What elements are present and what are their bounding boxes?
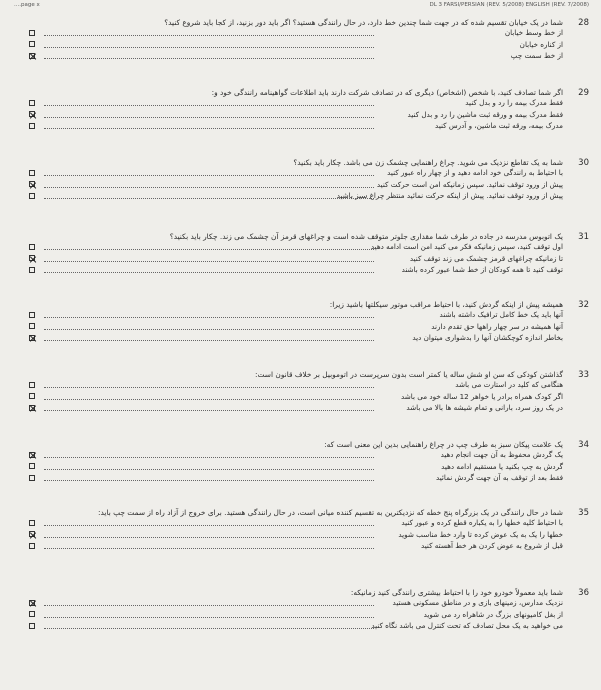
question-prompt: شما به یک تقاطع نزدیک می شوید. چراغ راهنمایی چشمک زن می باشد. چکار باید بکنید؟: [293, 158, 563, 167]
option-label: از کناره خیابان: [519, 39, 563, 49]
answer-option[interactable]: [14, 621, 589, 633]
dotted-leader-line: [44, 47, 374, 48]
question-text: [14, 300, 589, 310]
question-34: [14, 440, 589, 485]
dotted-leader-line: [44, 525, 374, 526]
answer-option[interactable]: [14, 180, 589, 192]
answer-option[interactable]: [14, 541, 589, 553]
checkbox[interactable]: [29, 30, 35, 36]
option-label: مدرک بیمه، ورقه ثبت ماشین، و آدرس کنید: [435, 121, 563, 131]
option-label: فقط بعد از توقف به آن جهت گردش نمائید: [435, 473, 563, 483]
option-label: با احتیاط کلیه خطها را به یکباره قطع کرده و عبور کنید: [401, 518, 563, 527]
option-label: قبل از شروع به عوض کردن هر خط آهسته کنید: [420, 541, 563, 551]
option-label: نزدیک مدارس، زمینهای بازی و در مناطق مسکونی هستید: [392, 598, 563, 607]
question-31: [14, 232, 589, 277]
dotted-leader-line: [44, 628, 374, 629]
question-text: [14, 440, 589, 450]
answer-option[interactable]: [14, 380, 589, 392]
option-label: آنها همیشه در سر چهار راهها حق تقدم دارند: [431, 321, 563, 331]
option-label: از بغل کامیونهای بزرگ در شاهراه رد می شوید: [423, 609, 563, 619]
option-label: فقط مدرک بیمه و ورقه ثبت ماشین را رد و بدل کنید: [407, 109, 563, 119]
answer-option[interactable]: [14, 98, 589, 110]
dotted-leader-line: [44, 272, 374, 273]
question-number: 29: [578, 88, 589, 98]
dotted-leader-line: [44, 261, 374, 262]
question-number: 36: [578, 588, 589, 598]
question-number: 28: [578, 18, 589, 28]
dotted-leader-line: [44, 198, 374, 199]
checked-checkbox[interactable]: [29, 255, 35, 261]
checked-checkbox[interactable]: [29, 452, 35, 458]
option-label: پیش از ورود توقف نمائید. سپس زمانیکه امن است حرکت کنید: [376, 179, 563, 189]
answer-option[interactable]: [14, 450, 589, 462]
question-30: [14, 158, 589, 203]
question-prompt: همیشه پیش از اینکه گردش کنید، با احتیاط مراقب موتور سیکلتها باشید زیرا:: [329, 300, 563, 309]
question-prompt: یک علامت پیکان سبز به طرف چپ در چراغ راهنمایی بدین این معنی است که:: [324, 440, 563, 449]
dotted-leader-line: [44, 175, 374, 176]
checkbox[interactable]: [29, 193, 35, 199]
question-number: 32: [578, 300, 589, 310]
checkbox[interactable]: [29, 123, 35, 129]
checked-checkbox[interactable]: [29, 181, 35, 187]
question-prompt: شما در یک خیابان تقسیم شده که در جهت شما چندین خط دارد، در حال رانندگی هستید؟ اگر باید دور بزنید، از کجا باید شروع کنید؟: [164, 18, 563, 27]
checkbox[interactable]: [29, 520, 35, 526]
answer-option[interactable]: [14, 403, 589, 415]
dotted-leader-line: [44, 410, 374, 411]
option-label: در یک روز سرد، بارانی و تمام شیشه ها بالا می باشد: [406, 403, 563, 413]
dotted-leader-line: [44, 617, 374, 618]
question-36: [14, 588, 589, 633]
checkbox[interactable]: [29, 267, 35, 273]
answer-option[interactable]: [14, 40, 589, 52]
answer-option[interactable]: [14, 392, 589, 404]
question-text: [14, 588, 589, 598]
option-label: با احتیاط به رانندگی خود ادامه دهید و از چهار راه عبور کنید: [387, 168, 563, 177]
checked-checkbox[interactable]: [29, 111, 35, 117]
checkbox[interactable]: [29, 611, 35, 617]
question-prompt: یک اتوبوس مدرسه در جاده در طرف شما مقداری جلوتر متوقف شده است و چراغهای قرمز آن چشمک می زند. چکار باید بکنید؟: [169, 232, 563, 241]
question-prompt: گذاشتن کودکی که سن او شش ساله یا کمتر است بدون سرپرست در اتوموبیل بر خلاف قانون است:: [255, 370, 563, 379]
answer-option[interactable]: [14, 51, 589, 63]
dotted-leader-line: [44, 457, 374, 458]
option-label: فقط مدرک بیمه را رد و بدل کنید: [465, 98, 563, 107]
option-label: اگر کودک همراه برادر یا خواهر 12 ساله خود می باشد: [400, 391, 563, 401]
dotted-leader-line: [44, 35, 374, 36]
answer-option[interactable]: [14, 530, 589, 542]
checked-checkbox[interactable]: [29, 405, 35, 411]
page-number: ....page x: [14, 2, 40, 8]
option-label: تا زمانیکه چراغهای قرمز چشمک می زند توقف کنید: [409, 253, 563, 263]
option-label: یک گردش محفوظ به آن جهت انجام دهید: [440, 450, 563, 459]
answer-option[interactable]: [14, 310, 589, 322]
question-number: 31: [578, 232, 589, 242]
checked-checkbox[interactable]: [29, 53, 35, 59]
checkbox[interactable]: [29, 244, 35, 250]
answer-option[interactable]: [14, 518, 589, 530]
question-32: [14, 300, 589, 345]
answer-option[interactable]: [14, 168, 589, 180]
answer-option[interactable]: [14, 598, 589, 610]
checked-checkbox[interactable]: [29, 531, 35, 537]
checkbox[interactable]: [29, 623, 35, 629]
answer-option[interactable]: [14, 462, 589, 474]
question-text: [14, 88, 589, 98]
question-text: [14, 508, 589, 518]
question-text: [14, 232, 589, 242]
dotted-leader-line: [44, 399, 374, 400]
question-number: 33: [578, 370, 589, 380]
dotted-leader-line: [44, 548, 374, 549]
dotted-leader-line: [44, 317, 374, 318]
checkbox[interactable]: [29, 323, 35, 329]
option-label: گردش به چپ بکنید یا مستقیم ادامه دهید: [441, 461, 563, 471]
question-text: [14, 18, 589, 28]
form-code: DL 3 FARSI/PERSIAN (REV. 5/2008) ENGLISH (REV. 7/2008): [429, 2, 589, 8]
option-label: آنها باید یک خط کامل ترافیک داشته باشند: [439, 310, 563, 319]
option-label: از خط سمت چپ: [510, 51, 563, 61]
question-text: [14, 370, 589, 380]
question-35: [14, 508, 589, 553]
dotted-leader-line: [44, 128, 374, 129]
answer-option[interactable]: [14, 110, 589, 122]
question-33: [14, 370, 589, 415]
dotted-leader-line: [44, 117, 374, 118]
question-number: 30: [578, 158, 589, 168]
question-number: 35: [578, 508, 589, 518]
option-label: اول توقف کنید، سپس زمانیکه فکر می کنید امن است ادامه دهید: [370, 242, 563, 251]
answer-option[interactable]: [14, 333, 589, 345]
checkbox[interactable]: [29, 463, 35, 469]
dotted-leader-line: [44, 329, 374, 330]
answer-option[interactable]: [14, 473, 589, 485]
question-prompt: شما باید معمولاً خودرو خود را با احتیاط بیشتری رانندگی کنید زمانیکه:: [350, 588, 563, 597]
answer-option[interactable]: [14, 191, 589, 203]
answer-option[interactable]: [14, 322, 589, 334]
dotted-leader-line: [44, 537, 374, 538]
checkbox[interactable]: [29, 393, 35, 399]
dotted-leader-line: [44, 105, 374, 106]
question-text: [14, 158, 589, 168]
dotted-leader-line: [44, 480, 374, 481]
answer-option[interactable]: [14, 265, 589, 277]
answer-option[interactable]: [14, 242, 589, 254]
checkbox[interactable]: [29, 41, 35, 47]
dotted-leader-line: [44, 340, 374, 341]
checkbox[interactable]: [29, 543, 35, 549]
dotted-leader-line: [44, 387, 374, 388]
checked-checkbox[interactable]: [29, 335, 35, 341]
page-header: [14, 2, 589, 12]
checkbox[interactable]: [29, 382, 35, 388]
dotted-leader-line: [44, 605, 374, 606]
option-label: توقف کنید تا همه کودکان از خط شما عبور کرده باشند: [401, 265, 563, 275]
option-label: خطها را یک به یک عوض کرده تا وارد خط مناسب شوید: [398, 529, 563, 539]
answer-option[interactable]: [14, 121, 589, 133]
answer-option[interactable]: [14, 28, 589, 40]
checkbox[interactable]: [29, 475, 35, 481]
checkbox[interactable]: [29, 170, 35, 176]
checkbox[interactable]: [29, 312, 35, 318]
dotted-leader-line: [44, 58, 374, 59]
question-prompt: شما در حال رانندگی در یک بزرگراه پنج خطه که نزدیکترین به تقسیم کننده میانی است، در حال رانندگی هستید. برای خروج از آزاد راه از سمت چپ باید:: [98, 508, 563, 517]
option-label: از خط وسط خیابان: [504, 28, 563, 37]
option-label: می خواهید به یک محل تصادف که تحت کنترل می باشد نگاه کنید: [371, 621, 563, 631]
option-label: پیش از ورود توقف نمائید. پیش از اینکه حرکت نمائید منتظر چراغ سبز باشید: [336, 191, 563, 201]
question-29: [14, 88, 589, 133]
dotted-leader-line: [44, 187, 374, 188]
question-28: [14, 18, 589, 63]
question-prompt: اگر شما تصادف کنید، با شخص (اشخاص) دیگری که در تصادف شرکت دارند باید اطلاعات گواهینامه رانندگی خود و:: [211, 88, 563, 97]
checkbox[interactable]: [29, 100, 35, 106]
option-label: بخاطر اندازه کوچکشان آنها را بدشواری میتوان دید: [412, 333, 563, 343]
dotted-leader-line: [44, 469, 374, 470]
answer-option[interactable]: [14, 254, 589, 266]
checked-checkbox[interactable]: [29, 600, 35, 606]
option-label: هنگامی که کلید در استارت می باشد: [455, 380, 563, 389]
answer-option[interactable]: [14, 610, 589, 622]
question-number: 34: [578, 440, 589, 450]
dotted-leader-line: [44, 249, 374, 250]
